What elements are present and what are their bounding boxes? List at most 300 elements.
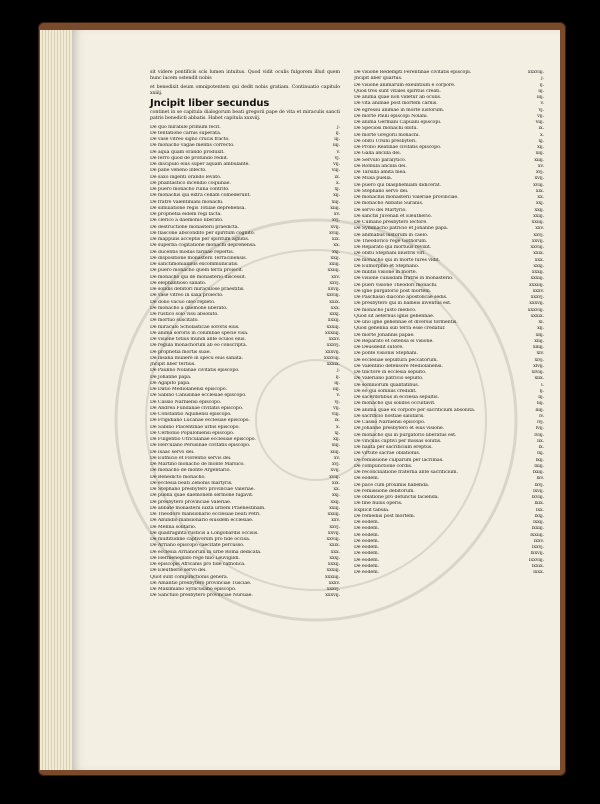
chapter-number: lxix. — [534, 501, 544, 507]
chapter-number: xxxj. — [533, 263, 544, 269]
chapter-title: De Paulino Nolanae civitatis episcopo. — [150, 368, 240, 374]
chapter-title: De Sabino Placentinae urbis episcopo. — [150, 424, 240, 430]
chapter-title: De morte Pauli episcopi Nolani. — [354, 113, 429, 119]
chapter-number: lxiiij. — [532, 470, 544, 475]
chapter-number: xvj. — [331, 462, 340, 467]
chapter-title: De Menna solitario. — [150, 524, 197, 530]
chapter-number: xxij. — [330, 255, 340, 261]
chapter-number: xj. — [538, 138, 544, 144]
chapter-title: De Fulgentio Utriculanae ecclesiae episcopo. — [150, 437, 256, 442]
chapter-number: xxxv. — [532, 288, 544, 294]
chapter-title: De miraculo Scholasticae sororis eius. — [150, 324, 240, 330]
chapter-title: De eodem. — [354, 476, 380, 482]
chapter-number: xix. — [535, 188, 544, 194]
chapter-title: De pace cum proximis habenda. — [354, 482, 430, 488]
chapter-title: De remediis post mortem. — [354, 513, 415, 519]
chapter-number: xix. — [331, 237, 340, 242]
chapter-number: xlij. — [535, 332, 544, 338]
chapter-title: De Martino monacho de monte Marsico. — [150, 462, 245, 467]
chapter-title: De monachis qui extra cellam comederunt. — [150, 193, 251, 199]
chapter-number: xviij. — [329, 230, 340, 236]
chapter-number: xiij. — [331, 443, 340, 449]
chapter-number: liiij. — [535, 407, 544, 413]
chapter-title: De dolio vacuo oleo repleto. — [150, 299, 216, 305]
chapter-number: iij. — [334, 380, 340, 386]
chapter-number: lvij. — [535, 426, 544, 432]
chapter-number: lv. — [539, 413, 544, 419]
chapter-title: De Johanne presbytero et eius visione. — [354, 426, 445, 432]
chapter-number: lxxviij. — [529, 557, 544, 563]
chapter-title: De Constantio Aquinensi episcopo. — [150, 412, 232, 417]
chapter-title: De eodem. — [354, 532, 380, 538]
chapter-number: xlix. — [534, 376, 544, 382]
chapter-number: xxxix. — [326, 362, 340, 367]
chapter-number: vij. — [537, 113, 544, 119]
chapter-title: De quadraginta rusticis a Longobardis occisis. — [150, 530, 259, 536]
chapter-title: Jncipit liber quartus. — [354, 76, 403, 82]
chapter-title: De ecclesia Arrianorum in urbe Roma dedicata. — [150, 549, 262, 555]
chapter-title: De anima quae ex corpore per sacrificium absoluta. — [354, 407, 476, 413]
chapter-title: De monacho qui solidos occultavit. — [354, 401, 436, 407]
chapter-number: xvj. — [331, 218, 340, 224]
chapter-number: xxxiij. — [326, 568, 340, 574]
chapter-title: De obitu Ursini presbyteri. — [354, 138, 417, 144]
chapter-number: xxvj. — [329, 524, 340, 530]
chapter-number: xj. — [334, 430, 340, 436]
chapter-title: De dispositione monasterii Terracinensis. — [150, 255, 247, 261]
chapter-title: De multitudine captivorum pro fide occisa. — [150, 537, 251, 542]
chapter-title: De prophetia eidem regi facta. — [150, 212, 222, 217]
chapter-number: xxvj. — [533, 232, 544, 238]
chapter-number: lxxiiij. — [530, 532, 544, 538]
chapter-number: xxxvj. — [530, 295, 544, 300]
chapter-number: xvij. — [330, 224, 340, 230]
chapter-title: Quod gehenna sub terra esse credatur. — [354, 326, 446, 332]
chapter-number: xxxv. — [328, 580, 340, 586]
chapter-title: De Servulo paralytico. — [354, 157, 407, 163]
chapter-number: xij. — [333, 437, 340, 442]
chapter-title: De aqua quam orando produxit. — [150, 149, 225, 155]
chapter-title: De eodem. — [354, 557, 380, 563]
chapter-number: xxx. — [330, 305, 340, 311]
chapter-number: xxxviij. — [527, 307, 544, 313]
chapter-title: De Benedicto monacho. — [150, 474, 206, 480]
chapter-title: De somniorum qualitatibus. — [354, 382, 420, 388]
chapter-title: De Cumano presbytero lectore. — [354, 220, 428, 225]
chapter-number: xxiiij. — [327, 268, 340, 274]
chapter-number: xx. — [333, 487, 340, 492]
chapter-title: De eodem. — [354, 551, 380, 557]
chapter-number: lij. — [538, 395, 544, 400]
chapter-number: lxiij. — [534, 463, 544, 469]
chapter-number: xiiij. — [330, 449, 340, 455]
chapter-number: lxxix. — [531, 563, 544, 569]
left-column — [150, 70, 340, 600]
chapter-title: De Andrea Fundanae civitatis episcopo. — [150, 405, 244, 411]
chapter-number: xxxij. — [327, 562, 340, 567]
chapter-number: j. — [337, 124, 340, 130]
chapter-title: De Reparato qui mortuus revixit. — [354, 245, 432, 250]
chapter-title: De monacho qui in purgatorio liberatus est. — [354, 432, 457, 438]
chapter-title: De Paschasio diacono apostolicae sedis. — [354, 295, 448, 300]
chapter-title: De monacho a daemone liberato. — [150, 305, 228, 311]
chapter-number: ix. — [334, 418, 340, 424]
chapter-title: De monacho qui in morte fures vidit. — [354, 257, 441, 263]
chapter-number: vij. — [333, 162, 340, 167]
chapter-title: De compunctione cordis. — [354, 463, 413, 469]
chapter-number: xlvj. — [534, 357, 544, 363]
chapter-title: De simulatione regis Totilae deprehensa. — [150, 205, 246, 211]
chapter-title: De tentatione carnis superata. — [150, 130, 222, 136]
chapter-number: xxxviij. — [527, 70, 544, 75]
chapter-title: De monacho qui de monasterio discessit. — [150, 274, 247, 280]
chapter-title: De eo qui somniis credidit. — [354, 388, 417, 394]
chapter-title: De militis visione in morte. — [354, 270, 417, 275]
chapter-number: xviij. — [533, 182, 544, 188]
chapter-title: De servo dei Martyrio. — [354, 207, 407, 213]
chapter-title: De mortuo suscitato. — [150, 318, 199, 324]
book-heading: Jncipit liber secundus — [150, 98, 270, 109]
chapter-title: De pane veneno infecto. — [150, 168, 207, 174]
chapter-title: De Sanctulo presbytero provinciae Nursiae. — [150, 593, 253, 599]
chapter-title: De ecclesia beati Zenonis martyris. — [150, 480, 233, 486]
chapter-number: lvj. — [537, 420, 544, 425]
chapter-number: xij. — [537, 145, 544, 150]
chapter-title: De monachis monasterii Valeriae provinciae. — [354, 195, 459, 200]
chapter-number: lx. — [538, 445, 544, 450]
chapter-number: j. — [337, 368, 340, 374]
chapter-title: De Eumorphio et Stephano. — [354, 263, 420, 269]
chapter-title: De Frigidiano Lucanae ecclesiae episcopo. — [150, 418, 250, 424]
chapter-title: De Valeriano patricio sepulto. — [354, 376, 424, 382]
chapter-list-right — [354, 70, 544, 576]
chapter-number: lxxvij. — [530, 551, 544, 557]
chapter-title: De Abundio mansionario eiusdem ecclesiae. — [150, 518, 254, 524]
chapter-number: lviij. — [534, 432, 544, 438]
chapter-title: De puero monacho ruina contrito. — [150, 187, 230, 192]
chapter-number: xvj. — [535, 170, 544, 175]
chapter-number: xxvij. — [327, 287, 340, 292]
chapter-number: xiiij. — [534, 157, 544, 163]
chapter-title: De morte Johannis papae. — [354, 332, 415, 338]
chapter-number: xxxiiij. — [529, 282, 544, 288]
chapter-title: De Cassio Narniensi episcopo. — [150, 399, 222, 405]
chapter-title: Quod tres sunt vitales spiritus creati. — [354, 88, 441, 94]
chapter-number: vj. — [334, 399, 340, 405]
chapter-number: iij. — [334, 137, 340, 142]
chapter-number: xxx. — [330, 549, 340, 555]
chapter-number: xviij. — [329, 474, 340, 480]
chapter-number: xxviij. — [326, 537, 340, 542]
chapter-title: De ecclesiae sepultura peccatorum. — [354, 357, 438, 363]
chapter-title: De remissione culparum per lacrimas. — [354, 457, 444, 463]
chapter-number: lxvj. — [534, 482, 544, 488]
chapter-title: De visione totius mundi ante oculos eius. — [150, 337, 246, 342]
chapter-title: De vase vitreo signo crucis fracto. — [150, 137, 230, 142]
chapter-title: De eodem. — [354, 570, 380, 575]
chapter-number: iiij. — [332, 143, 340, 149]
chapter-title: De eodem. — [354, 526, 380, 532]
chapter-number: lxv. — [536, 476, 544, 482]
chapter-number: xxv. — [331, 274, 340, 280]
chapter-number: xxiij. — [533, 213, 544, 219]
chapter-title: De elephantioso sanato. — [150, 280, 207, 286]
chapter-title: De mappulis acceptis per spiritum agnitis. — [150, 237, 250, 242]
chapter-title: De presbytero provinciae Valeriae. — [150, 499, 232, 505]
chapter-title: De virtute sacrae oblationis. — [354, 451, 421, 457]
chapter-title: De monacho Justo medico. — [354, 307, 417, 313]
chapter-number: x. — [335, 180, 340, 186]
chapter-number: xxxiij. — [530, 276, 544, 282]
chapter-title: Quot sunt compunctionis genera. — [150, 574, 229, 580]
chapter-title: De visione animarum exeuntium e corpore. — [354, 82, 456, 88]
intro-paragraph-2: et benedixit deum omnipotentem qui dedit nobis gratiam. Continuatio capitulo xxiiij. — [150, 84, 340, 96]
chapter-number: ij. — [335, 374, 340, 380]
chapter-title: Jncipit liber tertius. — [150, 362, 196, 367]
chapter-number: xxix. — [533, 251, 544, 257]
chapter-number: xj. — [334, 187, 340, 192]
chapter-number: xxiiij. — [531, 220, 544, 225]
chapter-number: x. — [335, 424, 340, 430]
chapter-title: De sanctis Juvenali et Eleutherio. — [354, 213, 432, 219]
chapter-title: De Eleutherio servo dei. — [150, 568, 207, 574]
chapter-number: xiij. — [535, 151, 544, 157]
chapter-title: De vinculis captivi per missas solutis. — [354, 438, 442, 444]
chapter-number: ij. — [335, 130, 340, 136]
chapter-number: xxvij. — [531, 238, 544, 244]
chapter-number: xxj. — [535, 201, 544, 207]
chapter-number: lxj. — [537, 451, 544, 457]
chapter-title: De Sabino Canusinae ecclesiae episcopo. — [150, 393, 247, 399]
chapter-number: xxxvj. — [326, 343, 340, 349]
chapter-title: De tinctore in ecclesia sepulto. — [354, 370, 427, 375]
chapter-number: xxxix. — [530, 313, 544, 319]
chapter-title: De vita animae post mortem carnis. — [354, 101, 438, 107]
chapter-number: lix. — [537, 438, 544, 444]
chapter-number: j. — [541, 76, 544, 82]
chapter-title: De sacerdotibus in ecclesia sepultis. — [354, 395, 439, 400]
chapter-title: De egressu animae in morte iustorum. — [354, 107, 445, 113]
heading-intro: continet in se capitula dialogorum beati gregorii pape de vita et miraculis sancti patris benedicti abbatis. Habet capitula xxxviij. — [150, 110, 340, 122]
chapter-title: De Hermenegildo rege filio Leuvigildi. — [150, 555, 240, 561]
chapter-title: De Valentino defensore Mediolanensi. — [354, 363, 443, 369]
chapter-title: De eodem. — [354, 520, 380, 525]
chapter-number: xxx. — [534, 257, 544, 263]
chapter-title: De presbytero qui in balneis inventus est. — [354, 301, 452, 307]
chapter-number: lxviij. — [531, 495, 544, 500]
chapter-title: De saxo ingenti orando levato. — [150, 174, 222, 180]
chapter-number: lxxiij. — [531, 526, 544, 532]
chapter-title: De Cassio Narniensi episcopo. — [354, 420, 426, 425]
chapter-title: De vase vitreo in saxa proiecto. — [150, 293, 224, 299]
chapter-number: lxxx. — [533, 570, 544, 575]
chapter-title: Explicit tabula. — [354, 507, 390, 513]
chapter-title: De eodem. — [354, 563, 380, 569]
chapter-number: xxix. — [329, 543, 340, 549]
chapter-number: xxxvij. — [529, 301, 544, 307]
chapter-number: xxiij. — [329, 262, 340, 267]
chapter-list-left — [150, 125, 340, 600]
chapter-title: De eodem. — [354, 538, 380, 544]
chapter-title: De Reparato et ostensa ei visione. — [354, 338, 434, 344]
chapter-number: vj. — [538, 107, 544, 113]
chapter-number: l. — [541, 382, 544, 388]
chapter-title: De Galla ancilla dei. — [354, 151, 401, 157]
chapter-title: De Symmacho patricio et Johanne papa. — [354, 226, 449, 232]
chapter-title: De Datio Mediolanensi episcopo. — [150, 387, 227, 392]
chapter-number: xxvj. — [329, 280, 340, 286]
chapter-number: lxvij. — [533, 488, 544, 494]
chapter-title: De Theodoro mansionario ecclesiae beati Petri. — [150, 512, 261, 517]
chapter-number: v. — [540, 101, 544, 107]
chapter-number: xvij. — [330, 468, 340, 474]
chapter-number: xxix. — [329, 299, 340, 305]
chapter-number: xv. — [333, 455, 340, 461]
chapter-title: De Herculano Perusinae civitatis episcopo. — [150, 443, 251, 449]
chapter-number: xxv. — [535, 226, 544, 232]
chapter-title: De Stephano presbytero provinciae Valeriae. — [150, 487, 255, 492]
chapter-title: De reconciliatione fraterna ante sacrificium. — [354, 470, 458, 475]
chapter-title: De animabus iustorum in caelo. — [354, 232, 429, 238]
chapter-title: De monacho Abbatis Suranis. — [354, 201, 424, 207]
intro-paragraph-1: sit videre pontificis scis lumen intuitus. Quod vidit oculis fulgorem illud quem hunc lucem ostendit nobis — [150, 70, 340, 82]
chapter-number: xxviij. — [326, 293, 340, 299]
chapter-number: lxx. — [535, 507, 544, 513]
chapter-number: xxv. — [331, 518, 340, 524]
chapter-title: De Euthicio et Florentio servis dei. — [150, 455, 232, 461]
chapter-number: iij. — [538, 88, 544, 94]
chapter-title: De visione cuiusdam fratris in monasterio. — [354, 276, 454, 282]
chapter-title: De insana muliere in specu eius sanata. — [150, 355, 243, 361]
chapter-number: xliij. — [534, 338, 544, 344]
chapter-title: De pueri visione Theodori monachi. — [354, 282, 438, 288]
chapter-number: ix. — [538, 126, 544, 132]
chapter-number: iiij. — [332, 387, 340, 392]
chapter-title: De Amantio presbytero provinciae Tusciae. — [150, 580, 252, 586]
chapter-title: De eodem. — [354, 545, 380, 550]
chapter-number: xxxvij. — [325, 349, 340, 355]
chapter-title: De Maximiano Syracusano episcopo. — [150, 587, 237, 592]
chapter-title: De clerico a daemonio liberato. — [150, 218, 224, 224]
chapter-number: xxiiij. — [327, 512, 340, 517]
chapter-number: xxxviij. — [323, 355, 340, 361]
chapter-entry — [150, 593, 340, 599]
chapter-title: De obitu Stephani illustris viri. — [354, 251, 426, 257]
chapter-number: xxiij. — [329, 505, 340, 511]
chapter-number: xxxj. — [329, 312, 340, 317]
chapter-title: De anima quae non videtur ab oculis. — [354, 95, 442, 100]
chapter-title: De Agapito papa. — [150, 380, 191, 386]
chapter-number: xv. — [537, 163, 544, 169]
chapter-title: De superba cogitatione monachi deprehensa. — [150, 243, 257, 249]
chapter-number: xix. — [331, 480, 340, 486]
chapter-number: lxij. — [535, 457, 544, 463]
chapter-number: xl. — [538, 320, 544, 325]
chapter-title: De monacho de monte Argentario. — [150, 468, 231, 474]
chapter-title: Quod sit aeternus ignis gehennae. — [354, 313, 435, 319]
chapter-number: v. — [336, 149, 340, 155]
chapter-number: xxxv. — [328, 337, 340, 342]
chapter-title: De Probo Reatinae civitatis episcopo. — [354, 145, 442, 150]
chapter-title: De regula monachorum ab eo conscripta. — [150, 343, 248, 349]
chapter-title: De Isaac servo dei. — [150, 449, 195, 455]
chapter-title: De puella quae daemonem sermone fugavit. — [150, 493, 254, 499]
chapter-number: viij. — [331, 412, 340, 417]
chapter-title: De ferro quod de profundo rediit. — [150, 155, 229, 161]
chapter-title: De solidis debitori miraculose praestitis. — [150, 287, 245, 292]
chapter-title: De fratre Valentiniani monachi. — [150, 199, 224, 205]
chapter-number: xxxij. — [327, 318, 340, 324]
chapter-number: xvij. — [534, 176, 544, 182]
chapter-title: De fine huius operis. — [354, 501, 403, 507]
chapter-title: De ducentis modiis farinae repertis. — [150, 249, 235, 255]
chapter-number: v. — [336, 393, 340, 399]
chapter-number: xxxvj. — [326, 587, 340, 592]
chapter-title: De anima Germani Capuani episcopi. — [354, 120, 442, 125]
chapter-title: De nauta per sacrificium ereptus. — [354, 445, 433, 450]
chapter-title: De abbate monasterii iuxta urbem Praenestinam. — [150, 505, 266, 511]
chapter-number: xx. — [333, 243, 340, 249]
chapter-title: De Tarsilla amita mea. — [354, 170, 407, 175]
chapter-title: De rustico solo visu absoluto. — [150, 312, 219, 317]
chapter-title: De monacho vagae mentis correcto. — [150, 143, 235, 149]
chapter-number: xxxj. — [329, 555, 340, 561]
chapter-title: De igne purgatorio post mortem. — [354, 288, 432, 294]
chapter-title: De Romula ancilla dei. — [354, 163, 407, 169]
chapter-title: De Theodorico rege Gothorum. — [354, 238, 428, 244]
chapter-number: lj. — [539, 388, 544, 394]
chapter-title: De Musa puella. — [354, 176, 393, 182]
right-column — [354, 70, 544, 576]
chapter-title: De Deusdedit sutore. — [354, 345, 404, 350]
chapter-title: De quo mirabile primum fecit. — [150, 124, 221, 130]
chapter-number: ij. — [539, 82, 544, 88]
chapter-title: De sanctimonialibus excommunicatis. — [150, 262, 239, 267]
chapter-number: xxj. — [331, 493, 340, 499]
chapter-number: xxxiiij. — [325, 574, 340, 580]
chapter-number: ix. — [334, 174, 340, 180]
chapter-number: xlviij. — [531, 370, 544, 375]
chapter-number: xlj. — [537, 326, 544, 332]
chapter-number: lxxj. — [534, 513, 544, 519]
chapter-number: xiiij. — [330, 205, 340, 211]
chapter-number: xxxvij. — [325, 593, 340, 599]
chapter-title: De uno igne gehennae et diversis tormentis. — [354, 320, 458, 325]
chapter-title: De Johanne papa. — [150, 374, 192, 380]
chapter-number: xxvij. — [327, 530, 340, 536]
chapter-entry — [354, 570, 544, 576]
chapter-number: xiij. — [331, 199, 340, 205]
chapter-number: x. — [539, 132, 544, 138]
chapter-title: De Arriano episcopo caecitate percusso. — [150, 543, 245, 549]
chapter-number: xxij. — [330, 499, 340, 505]
chapter-title: De remissione debitorum. — [354, 488, 415, 494]
chapter-number: xlv. — [536, 351, 544, 357]
chapter-number: iiij. — [536, 95, 544, 100]
chapter-number: viij. — [535, 120, 544, 125]
chapter-title: De ponte visionis Stephani. — [354, 351, 418, 357]
chapter-number: xxj. — [331, 249, 340, 255]
chapter-title: De episcopis Africanis pro fide catholica. — [150, 562, 246, 567]
chapter-title: De Speciosi monachi obitu. — [354, 126, 418, 132]
chapter-title: De puero qui blasphemiam didicerat. — [354, 182, 442, 188]
chapter-title: De flascone abscondito per spiritum cognito. — [150, 230, 255, 236]
chapter-number: xxxiij. — [326, 324, 340, 330]
chapter-title: De anima sororis in columbae specie visa. — [150, 330, 249, 336]
chapter-title: De morte Gregorii monachi. — [354, 132, 420, 138]
chapter-number: xlvij. — [533, 363, 544, 369]
chapter-title: De Stephano servo dei. — [354, 188, 409, 194]
